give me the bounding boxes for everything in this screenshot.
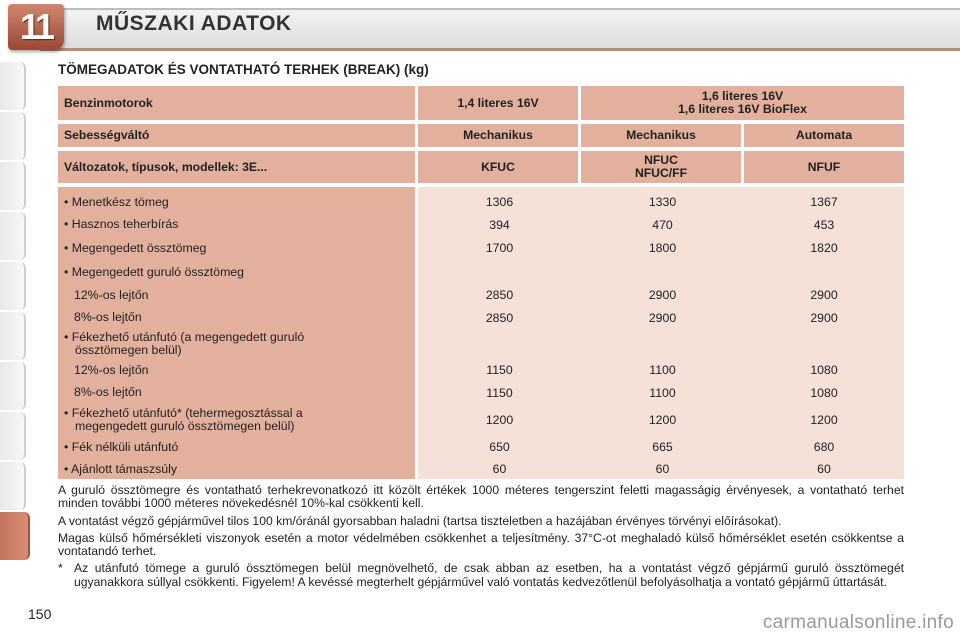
table-row [58, 236, 415, 260]
table-body-values [418, 187, 904, 479]
cell-value: 60 [817, 462, 831, 476]
footnote [58, 562, 904, 589]
cell-value: 2900 [648, 288, 677, 302]
cell-value: 1330 [648, 195, 677, 209]
cell-value: 1100 [649, 363, 676, 377]
table-row [58, 404, 415, 436]
cell-value: 650 [489, 440, 510, 454]
row-label-line1: • Fékezhető utánfutó* (tehermegosztással a [64, 406, 303, 420]
header-gearbox-col1: Mechanikus [418, 124, 581, 147]
watermark: carmanualsonline.info [762, 612, 954, 633]
table-row [58, 306, 415, 329]
table-row [418, 329, 904, 359]
row-label: • Hasznos teherbírás [64, 217, 179, 231]
header-engine-col23-line2: 1,6 literes 16V BioFlex [678, 102, 807, 116]
row-label-line2: össztömegen belül) [75, 343, 182, 357]
cell-value: 1200 [810, 413, 838, 427]
chapter-tab-active[interactable] [0, 512, 30, 560]
table-header-row [58, 151, 904, 183]
note-paragraph: A vontatást végző gépjárművel tilos 100 km/óránál gyorsabban haladni (tartsa tiszteletben a hazájában érvényes törvényi előírásokat). [58, 513, 782, 528]
header-gearbox-col3: Automata [744, 124, 904, 147]
table-row [418, 260, 904, 284]
footnote-text: Az utánfutó tömege a guruló össztömegen belül megnövelhető, de csak abban az esetben, ha a vontatást végző gépjármű guruló össztömegét ugyanakkora súllyal csökkenti. Figyelem! A kevéssé megterhelt gépjárművel való vontatás kedvezőtlenül befolyásolhatja a vontató gépjármű úttartását. [74, 561, 904, 589]
chapter-tab[interactable] [0, 112, 26, 160]
page-header [0, 0, 960, 50]
row-label [58, 331, 304, 357]
row-label: 8%-os lejtőn [74, 310, 142, 324]
table-row [58, 458, 415, 480]
table-row [418, 191, 904, 213]
table-row [418, 404, 904, 436]
cell-value: 680 [813, 440, 835, 454]
table-row [58, 191, 415, 213]
footnote-marker: * [58, 561, 63, 576]
header-engine-col23 [581, 86, 904, 120]
chapter-tab[interactable] [0, 362, 26, 410]
table-row [58, 329, 415, 359]
chapter-tab[interactable] [0, 312, 26, 360]
note-paragraph: A guruló össztömegre és vontatható terhekrevonatkozó itt közölt értékek 1000 méteres tengerszint feletti magasságig érvényesek, a vontatható terhet minden további 1000 méteres növekedésnél 10%-kal csökkenti kell. [58, 483, 904, 511]
table-header-row [58, 86, 904, 120]
header-gearbox-col2: Mechanikus [581, 124, 744, 147]
page-number: 150 [28, 606, 52, 622]
cell-value: 1367 [810, 195, 838, 209]
row-label: • Menetkész tömeg [64, 194, 169, 209]
section-title: TÖMEGADATOK ÉS VONTATHATÓ TERHEK (BREAK) (kg) [58, 62, 429, 77]
cell-value: 60 [655, 462, 670, 476]
cell-value: 1080 [810, 363, 838, 377]
table-row [58, 260, 415, 284]
row-label: • Megengedett guruló össztömeg [64, 264, 244, 279]
row-label: 12%-os lejtőn [74, 287, 149, 302]
table-row [418, 284, 904, 306]
table-row [58, 213, 415, 236]
cell-value: 1150 [486, 385, 513, 400]
cell-value: 2900 [648, 310, 677, 325]
table-row [418, 213, 904, 236]
header-variants-col2-line2: NFUC/FF [634, 166, 688, 180]
chapter-tab[interactable] [0, 62, 26, 110]
table-row [418, 306, 904, 329]
row-label-line2: megengedett guruló össztömegen belül) [75, 419, 295, 433]
header-engine-col23-line1: 1,6 literes 16V [701, 89, 784, 103]
table-row [418, 236, 904, 260]
table-row [418, 359, 904, 381]
header-variants-col2 [581, 151, 744, 183]
row-label: • Megengedett össztömeg [64, 240, 207, 255]
page-title: MŰSZAKI ADATOK [96, 12, 292, 35]
header-variants-col1: KFUC [418, 151, 581, 183]
notes-block [58, 484, 904, 589]
cell-value: 665 [652, 440, 673, 454]
header-variants-col3: NFUF [744, 151, 904, 183]
cell-value: 1080 [810, 385, 838, 400]
header-variants-col2-line1: NFUC [644, 153, 678, 167]
row-label: 8%-os lejtőn [74, 385, 142, 399]
cell-value: 1800 [648, 241, 677, 255]
cell-value: 453 [813, 217, 835, 232]
weights-table [58, 86, 904, 479]
cell-value: 2850 [485, 288, 514, 302]
table-body-labels [58, 187, 415, 479]
table-row [58, 436, 415, 458]
cell-value: 1150 [486, 363, 513, 377]
row-label: • Ajánlott támaszsúly [64, 461, 177, 476]
cell-value: 394 [489, 217, 510, 232]
chapter-tab[interactable] [0, 262, 26, 310]
row-label [58, 407, 303, 433]
cell-value: 2900 [810, 288, 838, 302]
chapter-tab[interactable] [0, 212, 26, 260]
table-body [58, 187, 904, 479]
table-row [58, 284, 415, 306]
cell-value: 1820 [810, 241, 838, 255]
cell-value: 1200 [648, 413, 677, 427]
cell-value: 1200 [485, 413, 514, 427]
cell-value: 1100 [649, 385, 676, 400]
header-label-engine: Benzinmotorok [58, 86, 418, 120]
table-row [58, 381, 415, 404]
cell-value: 1700 [485, 241, 514, 255]
table-row [418, 381, 904, 404]
chapter-tab[interactable] [0, 162, 26, 210]
chapter-tab[interactable] [0, 412, 26, 460]
table-row [418, 436, 904, 458]
header-label-gearbox: Sebességváltó [58, 124, 418, 147]
note-paragraph: Magas külső hőmérsékleti viszonyok esetén a motor védelmében csökkenhet a teljesítmény. 37°C-ot meghaladó külső hőmérséklet esetén csökkentse a vontatandó terhet. [58, 530, 904, 559]
header-engine-col1: 1,4 literes 16V [418, 86, 581, 120]
row-label: • Fék nélküli utánfutó [64, 439, 179, 454]
table-header-row [58, 124, 904, 147]
cell-value: 60 [492, 462, 507, 476]
table-row [58, 359, 415, 381]
table-row [418, 458, 904, 480]
header-label-variants: Változatok, típusok, modellek: 3E... [58, 151, 418, 183]
cell-value: 2850 [485, 310, 514, 325]
chapter-tab[interactable] [0, 462, 26, 510]
cell-value: 470 [652, 217, 673, 232]
cell-value: 2900 [810, 310, 838, 325]
row-label: 12%-os lejtőn [74, 362, 149, 377]
cell-value: 1306 [485, 195, 514, 209]
chapter-badge[interactable]: 11 [8, 4, 64, 50]
row-label-line1: • Fékezhető utánfutó (a megengedett guruló [64, 330, 305, 344]
chapter-tab-strip [0, 62, 28, 562]
